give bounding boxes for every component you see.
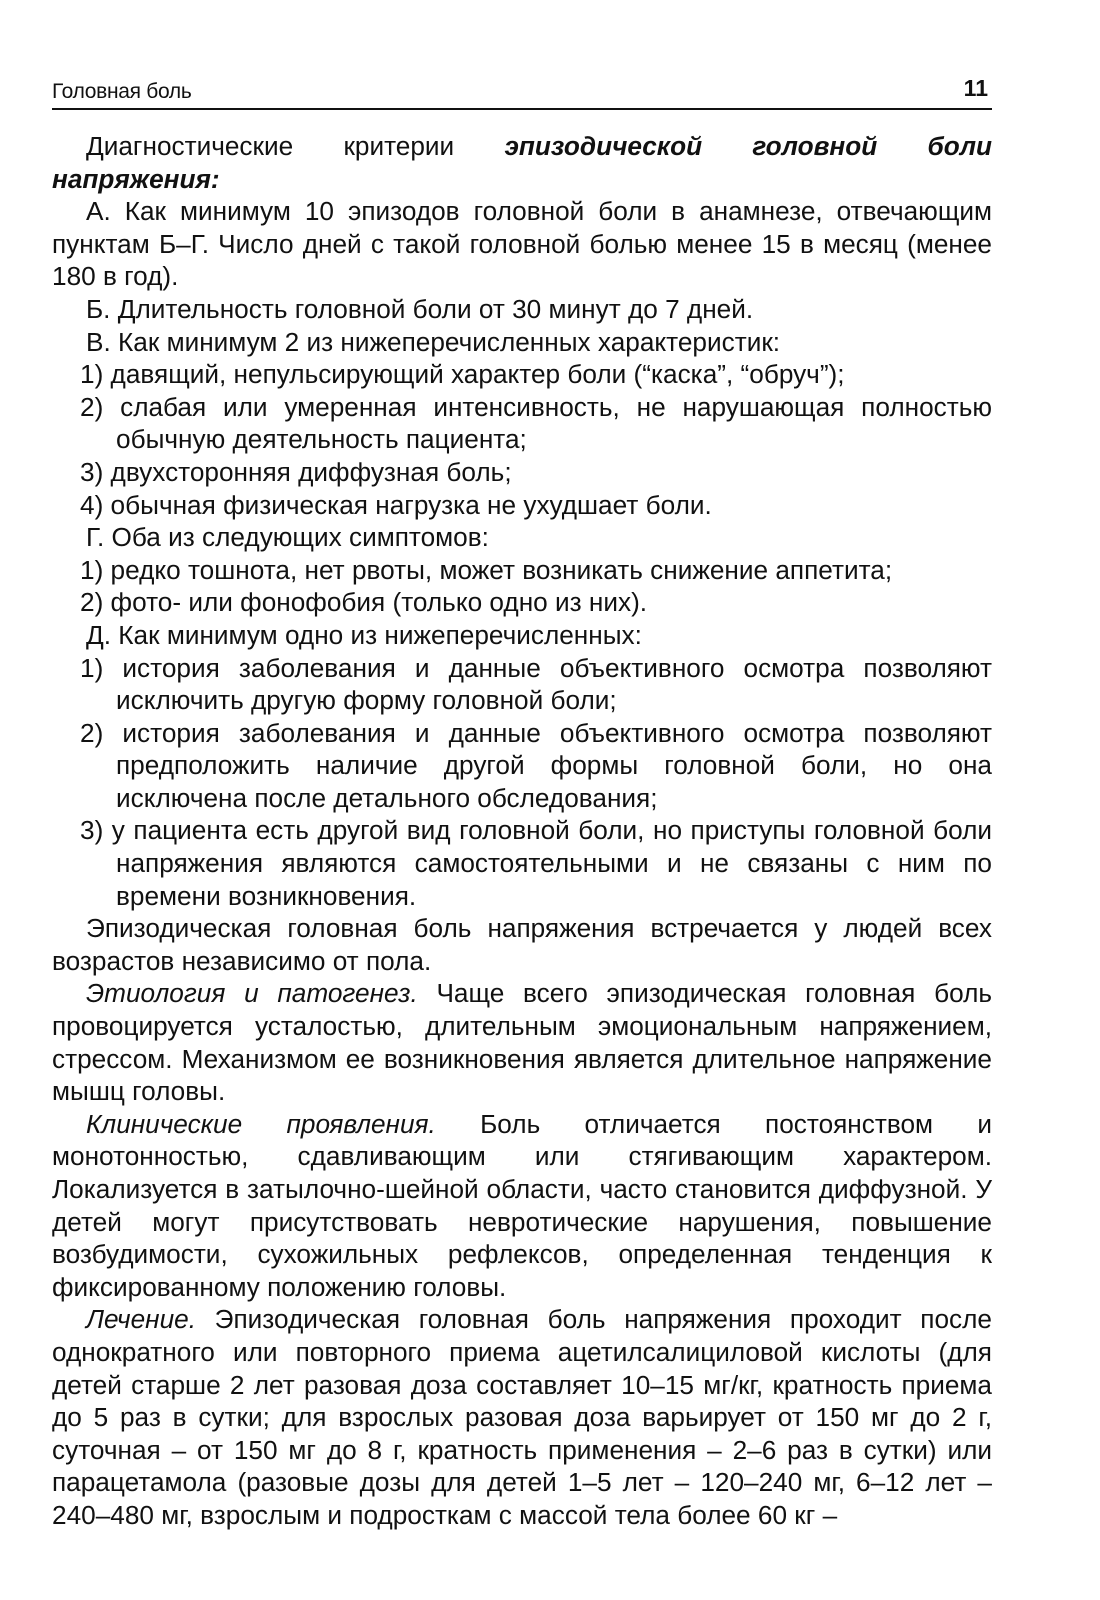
paragraph-clinical — [52, 1108, 992, 1304]
criterion-b: Б. Длительность головной боли от 30 минут до 7 дней. — [86, 293, 754, 324]
criterion-v: В. Как минимум 2 из нижеперечисленных характеристик: — [86, 326, 781, 357]
list-item: 2) слабая или умеренная интенсивность, не нарушающая полностью обычную деятельность пациента; — [80, 391, 992, 455]
page-number: 11 — [963, 75, 988, 101]
paragraph-treatment — [52, 1303, 992, 1531]
paragraph-rest: Боль отличается постоянством и монотонностью, сдавливающим или стягивающим характером. Локализуется в затылочно-шейной области, часто становится диффузной. У детей могут присутствовать невротические нарушения, повышение возбудимости, сухожильных рефлексов, определенная тенденция к фиксированному положению головы. — [52, 1108, 992, 1302]
paragraph-emphasis: Клинические проявления. — [86, 1108, 436, 1139]
paragraph-lead: Диагностические критерии — [86, 131, 505, 161]
list-item: 1) давящий, непульсирующий характер боли (“каска”, “обруч”); — [80, 359, 845, 390]
list-item: 2) история заболевания и данные объективного осмотра позволяют предположить наличие другой формы головной боли, но она исключена после детального обследования; — [80, 717, 992, 813]
paragraph-emphasis: Этиология и патогенез. — [86, 978, 418, 1009]
list-item: 2) фото- или фонофобия (только одно из них). — [80, 587, 648, 618]
list-item: 1) редко тошнота, нет рвоты, может возникать снижение аппетита; — [80, 554, 893, 585]
paragraph-rest: Чаще всего эпизодическая головная боль провоцируется усталостью, длительным эмоциональным напряжением, стрессом. Механизмом ее возникновения является длительное напряжение мышц головы. — [52, 978, 993, 1107]
paragraph-criteria-intro — [52, 130, 992, 195]
running-title: Головная боль — [52, 80, 192, 103]
criterion-a: А. Как минимум 10 эпизодов головной боли в анамнезе, отвечающим пунктам Б–Г. Число дней с такой головной болью менее 15 в месяц (менее 180 в год). — [52, 196, 992, 292]
list-item: 1) история заболевания и данные объективного осмотра позволяют исключить другую форму головной боли; — [80, 652, 992, 716]
body-text — [52, 130, 992, 1532]
running-header — [52, 68, 992, 110]
list-item: 3) двухсторонняя диффузная боль; — [80, 456, 512, 487]
paragraph-emphasis: Лечение. — [86, 1304, 196, 1335]
paragraph-rest: Эпизодическая головная боль напряжения проходит после однократного или повторного приема ацетилсалициловой кислоты (для детей старше 2 лет разовая доза составляет 10–15 мг/кг, кратность приема до 5 раз в сутки; для взрослых разовая доза варьирует от 150 мг до 2 г, суточная – от 150 мг до 8 г, кратность применения – 2–6 раз в сутки) или парацетамола (разовые дозы для детей 1–5 лет – 120–240 мг, 6–12 лет – 240–480 мг, взрослым и подросткам с массой тела более 60 кг – — [52, 1304, 992, 1530]
criterion-g: Г. Оба из следующих симптомов: — [86, 522, 489, 553]
paragraph-emphasis: эпизодической головной боли напряжения: — [52, 131, 992, 194]
criterion-d: Д. Как минимум одно из нижеперечисленных: — [86, 619, 642, 650]
paragraph-etiology — [52, 977, 992, 1107]
paragraph-prevalence: Эпизодическая головная боль напряжения встречается у людей всех возрастов независимо от пола. — [52, 913, 992, 976]
list-item: 3) у пациента есть другой вид головной боли, но приступы головной боли напряжения являются самостоятельными и не связаны с ним по времени возникновения. — [80, 815, 992, 911]
list-item: 4) обычная физическая нагрузка не ухудшает боли. — [80, 489, 712, 520]
page-content — [52, 68, 992, 1532]
